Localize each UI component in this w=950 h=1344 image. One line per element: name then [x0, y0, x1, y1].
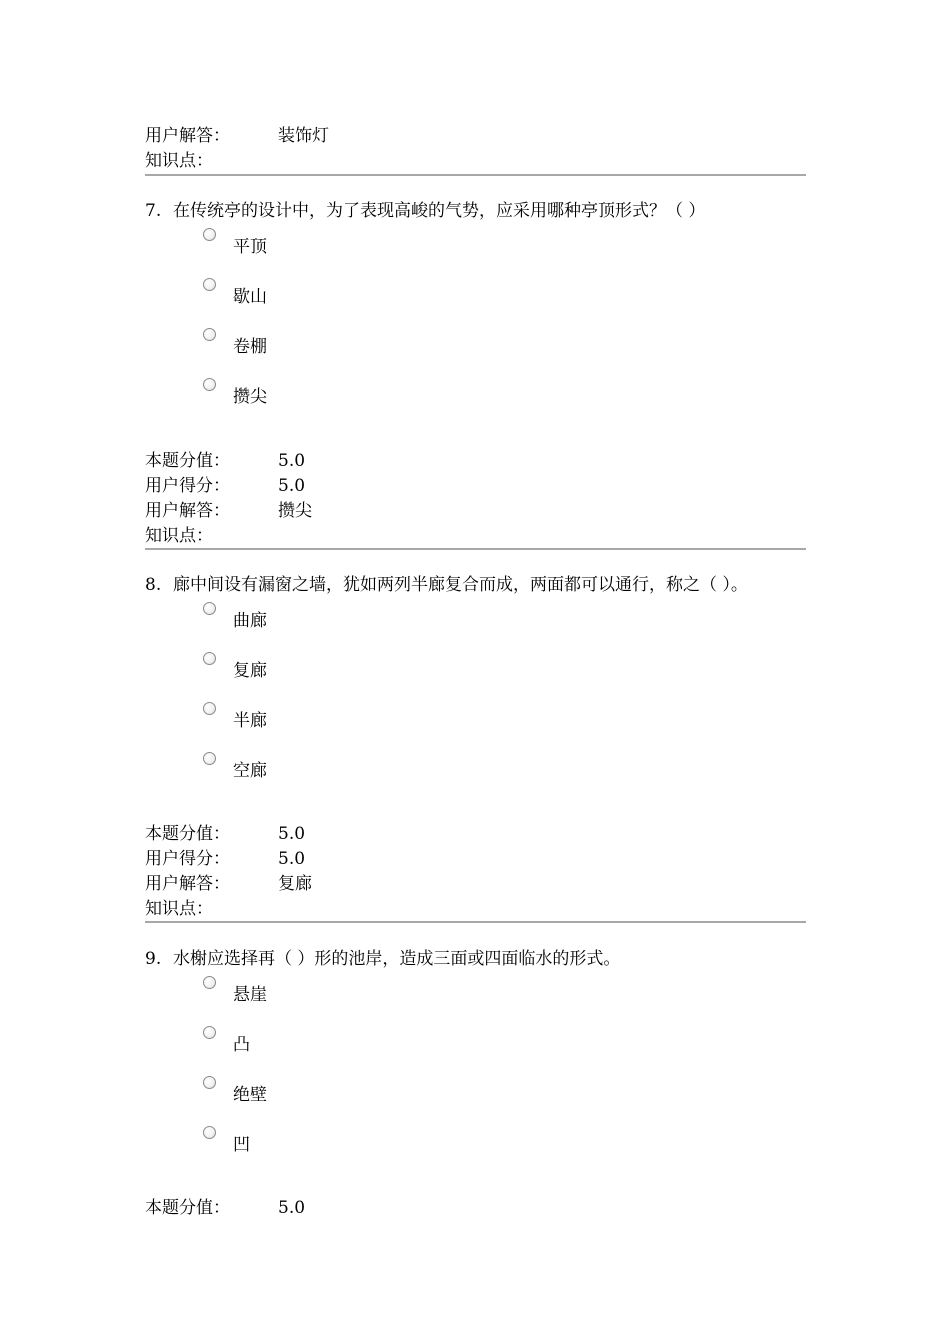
- user-answer-value: 复廊: [278, 874, 312, 894]
- option-label: 半廊: [233, 711, 267, 731]
- score-value-row: [145, 822, 305, 847]
- option-label: 凸: [233, 1035, 250, 1055]
- user-score-value: 5.0: [278, 849, 306, 869]
- radio-icon[interactable]: [203, 1126, 216, 1139]
- question-number: 9.: [145, 949, 162, 969]
- radio-icon[interactable]: [203, 328, 216, 341]
- option-radio[interactable]: [203, 226, 267, 257]
- radio-icon[interactable]: [203, 378, 216, 391]
- user-score-label: 用户得分：: [145, 849, 230, 869]
- question-number: 7.: [145, 201, 162, 221]
- option-label: 复廊: [233, 661, 267, 681]
- user-answer-row: [145, 872, 312, 897]
- score-value-label: 本题分值：: [145, 1198, 230, 1218]
- radio-icon[interactable]: [203, 1026, 216, 1039]
- knowledge-row: [145, 897, 278, 922]
- radio-icon[interactable]: [203, 752, 216, 765]
- knowledge-label: 知识点：: [145, 526, 213, 546]
- user-answer-value: 装饰灯: [278, 126, 329, 146]
- option-radio[interactable]: [203, 326, 267, 357]
- option-label: 悬崖: [233, 985, 267, 1005]
- score-value-row: [145, 449, 305, 474]
- option-radio[interactable]: [203, 276, 267, 307]
- option-label: 空廊: [233, 761, 267, 781]
- score-value-row: [145, 1196, 305, 1221]
- option-radio[interactable]: [203, 700, 267, 731]
- option-radio[interactable]: [203, 1124, 250, 1155]
- option-label: 歇山: [233, 287, 267, 307]
- user-answer-label: 用户解答：: [145, 874, 230, 894]
- divider: [145, 921, 806, 923]
- option-label: 攒尖: [233, 387, 267, 407]
- score-value: 5.0: [278, 824, 306, 844]
- option-radio[interactable]: [203, 600, 267, 631]
- radio-icon[interactable]: [203, 1076, 216, 1089]
- radio-icon[interactable]: [203, 976, 216, 989]
- user-score-value: 5.0: [278, 476, 306, 496]
- divider: [145, 548, 806, 550]
- user-answer-label: 用户解答：: [145, 126, 230, 146]
- option-label: 凹: [233, 1135, 250, 1155]
- score-value: 5.0: [278, 451, 306, 471]
- score-value: 5.0: [278, 1198, 306, 1218]
- question-text: 在传统亭的设计中，为了表现高峻的气势，应采用哪种亭顶形式？（ ）: [173, 201, 706, 221]
- question-number: 8.: [145, 575, 162, 595]
- divider: [145, 174, 806, 176]
- option-label: 卷棚: [233, 337, 267, 357]
- knowledge-label: 知识点：: [145, 151, 213, 171]
- user-score-row: [145, 847, 305, 872]
- question-7: [145, 199, 705, 224]
- option-label: 曲廊: [233, 611, 267, 631]
- user-score-label: 用户得分：: [145, 476, 230, 496]
- user-score-row: [145, 474, 305, 499]
- prev-knowledge-row: [145, 149, 278, 174]
- option-radio[interactable]: [203, 650, 267, 681]
- option-radio[interactable]: [203, 974, 267, 1005]
- option-radio[interactable]: [203, 1074, 267, 1105]
- radio-icon[interactable]: [203, 652, 216, 665]
- user-answer-value: 攒尖: [278, 501, 312, 521]
- option-label: 绝壁: [233, 1085, 267, 1105]
- prev-user-answer-row: [145, 124, 329, 149]
- score-value-label: 本题分值：: [145, 824, 230, 844]
- radio-icon[interactable]: [203, 278, 216, 291]
- radio-icon[interactable]: [203, 228, 216, 241]
- user-answer-label: 用户解答：: [145, 501, 230, 521]
- radio-icon[interactable]: [203, 602, 216, 615]
- score-value-label: 本题分值：: [145, 451, 230, 471]
- knowledge-label: 知识点：: [145, 899, 213, 919]
- option-radio[interactable]: [203, 1024, 250, 1055]
- radio-icon[interactable]: [203, 702, 216, 715]
- question-text: 水榭应选择再（ ）形的池岸，造成三面或四面临水的形式。: [173, 949, 621, 969]
- question-9: [145, 947, 620, 972]
- option-radio[interactable]: [203, 750, 267, 781]
- knowledge-row: [145, 524, 278, 549]
- question-8: [145, 573, 748, 598]
- option-label: 平顶: [233, 237, 267, 257]
- user-answer-row: [145, 499, 312, 524]
- question-text: 廊中间设有漏窗之墙，犹如两列半廊复合而成，两面都可以通行，称之（ ）。: [173, 575, 748, 595]
- option-radio[interactable]: [203, 376, 267, 407]
